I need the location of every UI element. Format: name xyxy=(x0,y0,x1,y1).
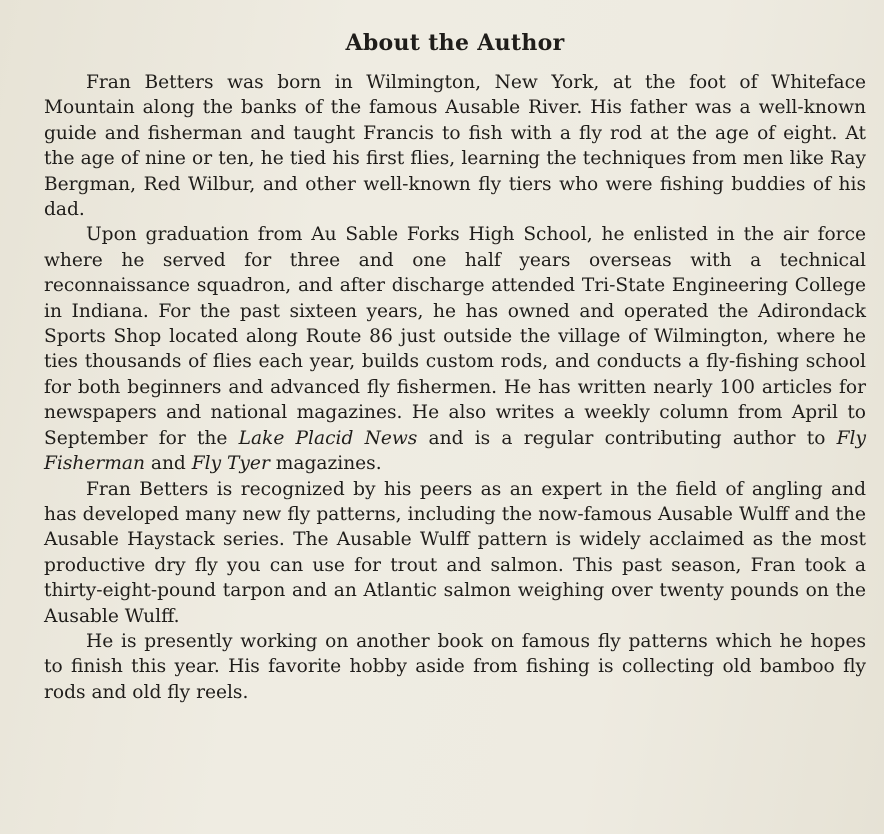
paragraph-current-work: He is presently working on another book on famous fly patterns which he hopes to finish this year. His favorite hobby aside from fishing is collecting old bamboo fly rods and old fly reels. xyxy=(44,630,866,703)
career-text-a: Upon graduation from Au Sable Forks High School, he enlisted in the air force where he served for three and one half years overseas with a technical reconnaissance squadron, and after discharge attended Tri-State Engineering College in Indiana. For the past sixteen years, he has owned and operated the Adirondack Sports Shop located along Route 86 just outside the village of Wilmington, where he ties thousands of flies each year, builds custom rods, and conducts a fly-fishing school for both beginners and advanced fly fishermen. He has written nearly 100 articles for newspapers and national magazines. He also writes a weekly column from April to September for the xyxy=(44,224,866,449)
career-text-d: magazines. xyxy=(275,453,382,475)
publication-fly-fisherman: Fly Fisherman xyxy=(44,427,866,475)
career-text-b: and is a regular contributing author to xyxy=(428,427,826,449)
paragraph-career xyxy=(44,222,866,476)
publication-lake-placid-news: Lake Placid News xyxy=(238,427,418,449)
page-title: About the Author xyxy=(345,30,565,56)
career-text-c: and xyxy=(150,453,186,475)
publication-fly-tyer: Fly Tyer xyxy=(191,453,270,475)
paragraph-early-life: Fran Betters was born in Wilmington, New York, at the foot of Whiteface Mountain along the banks of the famous Ausable River. His father was a well-known guide and fisherman and taught Francis to fish with a fly rod at the age of eight. At the age of nine or ten, he tied his first flies, learning the techniques from men like Ray Bergman, Red Wilbur, and other well-known fly tiers who were fishing buddies of his dad. xyxy=(44,72,866,221)
paragraph-recognition: Fran Betters is recognized by his peers as an expert in the field of angling and has developed many new fly patterns, including the now-famous Ausable Wulff and the Ausable Haystack series. The Ausable Wulff pattern is widely acclaimed as the most productive dry fly you can use for trout and salmon. This past season, Fran took a thirty-eight-pound tarpon and an Atlantic salmon weighing over twenty pounds on the Ausable Wulff. xyxy=(44,478,866,627)
author-bio xyxy=(44,70,866,705)
